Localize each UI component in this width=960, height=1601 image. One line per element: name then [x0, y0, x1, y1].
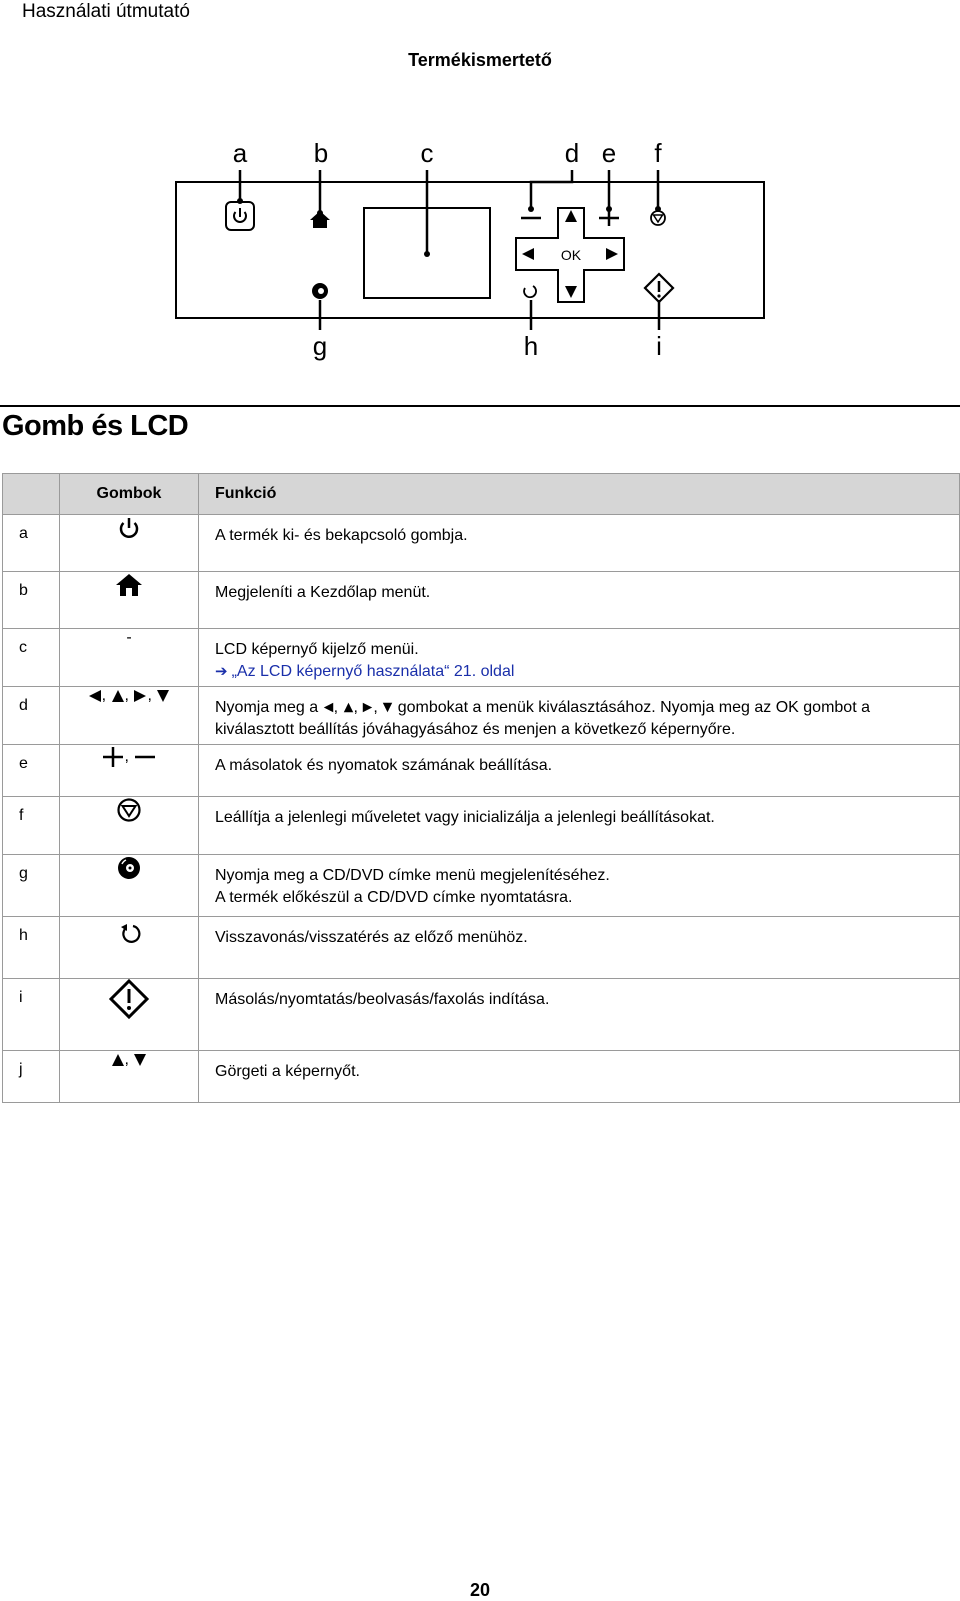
table-row	[3, 629, 960, 687]
diagram-stop-icon	[651, 211, 665, 225]
function-text: A másolatok és nyomatok számának beállítása.	[199, 745, 960, 797]
arrow-right-icon: ➔	[215, 663, 228, 680]
row-id: i	[3, 979, 60, 1051]
back-icon	[116, 917, 142, 947]
function-text: A termék ki- és bekapcsoló gombja.	[199, 515, 960, 572]
button-cell	[60, 687, 199, 745]
label-a: a	[232, 138, 248, 168]
diagram-cd-icon	[312, 283, 328, 299]
button-cell	[60, 1051, 199, 1103]
header-buttons: Gombok	[60, 474, 199, 515]
button-cell	[60, 979, 199, 1051]
button-cell	[60, 855, 199, 917]
row-id: d	[3, 687, 60, 745]
document-header: Használati útmutató	[22, 1, 190, 22]
table-row	[3, 745, 960, 797]
plus-minus-icon: ,	[124, 748, 129, 766]
cross-reference-link[interactable]	[215, 661, 949, 683]
power-icon	[116, 515, 142, 541]
row-id: a	[3, 515, 60, 572]
button-cell	[60, 745, 199, 797]
stop-icon	[116, 797, 142, 823]
control-panel-diagram	[0, 130, 960, 370]
label-d: d	[564, 138, 580, 168]
button-cell	[60, 629, 199, 687]
row-id: j	[3, 1051, 60, 1103]
function-text: Nyomja meg a , , , gombokat a menük kiválasztásához. Nyomja meg az OK gombot a kiválasztott beállítás jóváhagyásához és menjen a következő képernyőre.	[199, 687, 960, 745]
label-i: i	[656, 331, 662, 361]
button-cell	[60, 572, 199, 629]
row-id: b	[3, 572, 60, 629]
row-id: g	[3, 855, 60, 917]
table-row	[3, 515, 960, 572]
row-id: e	[3, 745, 60, 797]
button-text: -	[126, 629, 132, 646]
function-text: Megjeleníti a Kezdőlap menüt.	[199, 572, 960, 629]
table-row	[3, 797, 960, 855]
table-row	[3, 687, 960, 745]
header-id	[3, 474, 60, 515]
diagram-power-icon	[226, 202, 254, 230]
start-icon	[109, 979, 149, 1019]
table-row	[3, 917, 960, 979]
function-text: Másolás/nyomtatás/beolvasás/faxolás indítása.	[199, 979, 960, 1051]
label-h: h	[523, 331, 539, 361]
button-cell	[60, 917, 199, 979]
label-c: c	[420, 138, 434, 168]
table-header-row	[3, 474, 960, 515]
function-text: A termék előkészül a CD/DVD címke nyomtatásra.	[215, 889, 573, 906]
diagram-home-icon	[310, 211, 330, 228]
diagram-back-icon	[524, 286, 536, 297]
function-text: Görgeti a képernyőt.	[199, 1051, 960, 1103]
row-id: c	[3, 629, 60, 687]
table-row	[3, 855, 960, 917]
row-id: h	[3, 917, 60, 979]
label-b: b	[313, 138, 329, 168]
table-row	[3, 979, 960, 1051]
home-icon	[114, 572, 144, 598]
cd-dvd-icon	[116, 855, 142, 881]
table-row	[3, 572, 960, 629]
diagram-start-icon	[645, 274, 673, 302]
function-text: LCD képernyő kijelző menüi.	[215, 641, 419, 658]
label-g: g	[312, 331, 328, 361]
link-text[interactable]: „Az LCD képernyő használata“ 21. oldal	[231, 663, 515, 680]
section-title: Termékismertető	[408, 50, 552, 70]
header-function: Funkció	[199, 474, 960, 515]
up-down-icon: ,	[111, 1051, 148, 1068]
button-cell	[60, 797, 199, 855]
section-divider	[0, 405, 960, 407]
label-f: f	[654, 138, 662, 168]
label-e: e	[601, 138, 617, 168]
diagram-ok-label: OK	[560, 247, 582, 263]
button-cell	[60, 515, 199, 572]
arrow-keys-icon: , , ,	[88, 687, 171, 704]
table-row	[3, 1051, 960, 1103]
function-text: Visszavonás/visszatérés az előző menühöz.	[199, 917, 960, 979]
row-id: f	[3, 797, 60, 855]
function-text: Leállítja a jelenlegi műveletet vagy inicializálja a jelenlegi beállításokat.	[199, 797, 960, 855]
page-number: 20	[469, 1580, 491, 1600]
page-heading: Gomb és LCD	[2, 410, 189, 442]
button-function-table	[2, 473, 960, 1103]
function-text: Nyomja meg a CD/DVD címke menü megjelenítéséhez.	[215, 867, 610, 884]
